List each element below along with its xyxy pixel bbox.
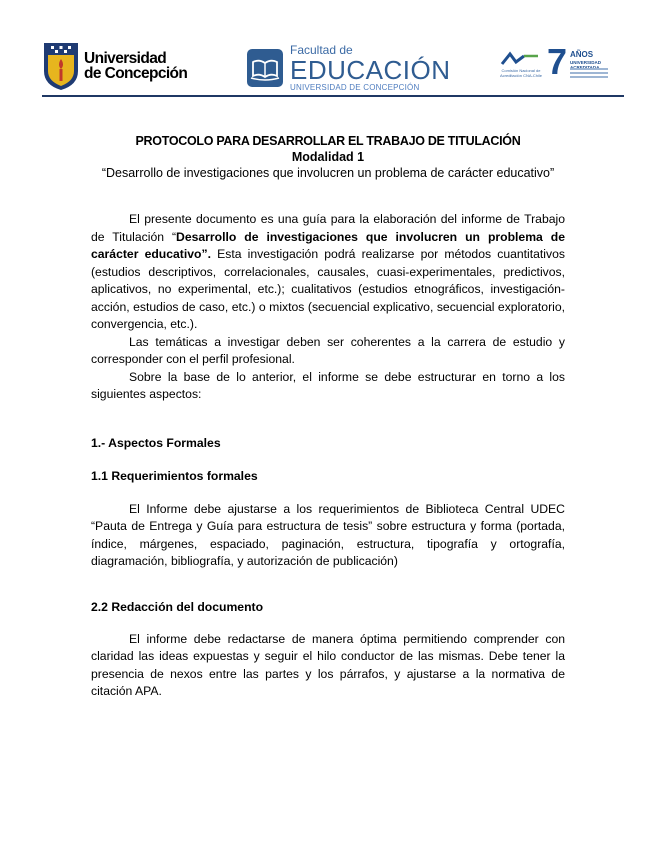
- udec-line-1: Universidad: [84, 50, 167, 67]
- accreditation-years-label: AÑOS: [570, 50, 594, 59]
- section-1-title: 1.- Aspectos Formales: [91, 435, 221, 450]
- title-block: [91, 133, 565, 181]
- accreditation-agency: Comisión Nacional de Acreditación CNA-Chile: [499, 68, 542, 78]
- accreditation-label: UNIVERSIDAD: [570, 60, 602, 65]
- faculty-logo: [246, 44, 451, 92]
- udec-wordmark: [84, 51, 187, 81]
- document-body: [91, 133, 565, 701]
- intro-p1-bold: Desarrollo de investigaciones que involucren un problema de carácter educativo”.: [91, 229, 565, 261]
- document-title: PROTOCOLO PARA DESARROLLAR EL TRABAJO DE TITULACIÓN: [135, 134, 521, 148]
- faculty-sub: UNIVERSIDAD DE CONCEPCIÓN: [290, 83, 420, 92]
- accreditation-areas: [570, 66, 608, 78]
- intro-paragraph-3: Sobre la base de lo anterior, el informe se debe estructurar en torno a los siguientes aspectos:: [91, 369, 565, 401]
- accreditation-years-number: 7: [547, 41, 568, 82]
- section-2-2-text: El informe debe redactarse de manera óptima permitiendo comprender con claridad las ideas expuestas y seguir el hilo conductor de las mismas. Debe tener la presencia de nexos entre las partes y los párrafos, y ajustarse a la normativa de citación APA.: [91, 631, 565, 698]
- udec-logo: [42, 40, 187, 92]
- open-book-icon: [246, 48, 284, 88]
- document-modality: Modalidad 1: [291, 150, 365, 164]
- udec-line-2: de Concepción: [84, 65, 188, 82]
- header-divider: [42, 95, 624, 97]
- cna-mark-icon: [498, 50, 542, 68]
- accreditation-logo: [496, 41, 610, 86]
- faculty-top: Facultad de: [290, 43, 353, 57]
- section-1-1-title: 1.1 Requerimientos formales: [91, 468, 258, 483]
- intro-paragraph-2: Las temáticas a investigar deben ser coherentes a la carrera de estudio y corresponder con el perfil profesional.: [91, 334, 565, 366]
- intro-p1-start: El presente documento es una guía para la elaboración del informe de Trabajo de Titulación “: [91, 212, 565, 244]
- section-1-1-text: El Informe debe ajustarse a los requerimientos de Biblioteca Central UDEC “Pauta de Entrega y Guía para estructura de tesis” sobre estructura y forma (portada, índice, márgenes, espaciado, paginación, estructura, tipografía y ortografía, diagramación, bibliografía, y autorización de publicación): [91, 501, 565, 568]
- section-2-2-title: 2.2 Redacción del documento: [91, 599, 264, 614]
- document-subtitle: “Desarrollo de investigaciones que involucren un problema de carácter educativo”: [101, 166, 555, 180]
- faculty-main: EDUCACIÓN: [290, 55, 451, 85]
- udec-shield-icon: [42, 41, 80, 91]
- intro-paragraph-1: [91, 211, 565, 334]
- page-header: [0, 0, 655, 100]
- intro-p1-rest: Esta investigación podrá realizarse por métodos cuantitativos (estudios descriptivos, correlacionales, causales, cuasi-experimentales, predictivos, aplicativos, no experimental, etc.); cualitativos (estudios etnográficos, investigación-acción, estudios de caso, etc.) o mixtos (secuencial explicativo, secuencial exploratorio, convergencia, etc.).: [91, 247, 565, 331]
- faculty-wordmark: [290, 44, 451, 92]
